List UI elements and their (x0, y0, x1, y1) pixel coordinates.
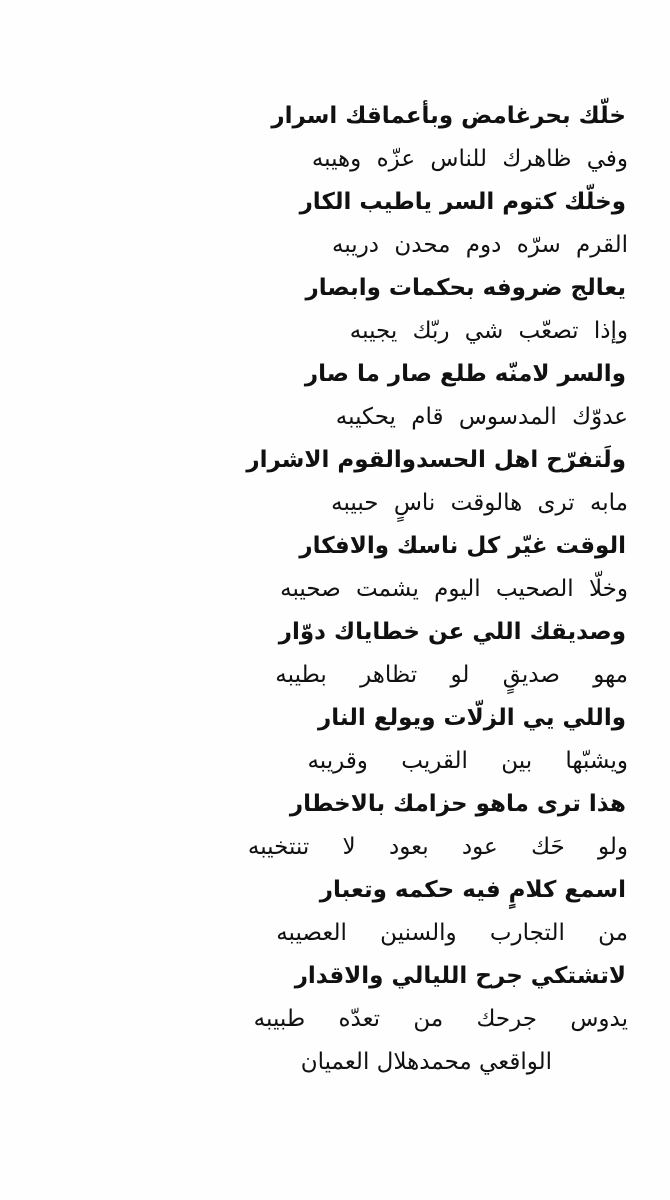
poem-line: الوقت غيّر كل ناسك والافكار (299, 533, 626, 559)
poem-line: ولَتفرّح اهل الحسدوالقوم الاشرار (246, 447, 626, 473)
poem-line: مهو صديقٍ لو تظاهر بطيبه (275, 662, 628, 688)
poem-line: اسمع كلامٍ فيه حكمه وتعبار (319, 877, 626, 903)
poem-line: والسر لامنّه طلع صار ما صار (304, 361, 626, 387)
poem-line: وصديقك اللي عن خطاياك دوّار (278, 619, 626, 645)
poem-line: عدوّك المدسوس قام يحكيبه (335, 404, 628, 430)
poem-line: واللي يي الزلّات ويولع النار (318, 705, 626, 731)
poem-line: يدوس جرحك من تعدّه طبيبه (253, 1006, 628, 1032)
poem-line: يعالج ضروفه بحكمات وابصار (305, 275, 626, 301)
poem-line: وإذا تصعّب شي ربّك يجيبه (349, 318, 628, 344)
poem-line: ولو حَك عود بعود لا تنتخيبه (247, 834, 628, 860)
poem-line: من التجارب والسنين العصيبه (276, 920, 628, 946)
poem-line: وفي ظاهرك للناس عزّه وهيبه (311, 146, 628, 172)
poem-line: ويشبّها بين القريب وقريبه (307, 748, 628, 774)
poem-line: هذا ترى ماهو حزامك بالاخطار (289, 791, 626, 817)
poet-signature: الواقعي محمدهلال العميان (300, 1049, 552, 1075)
poem-line: وخلّك كتوم السر ياطيب الكار (299, 189, 626, 215)
poem-line: لاتشتكي جرح الليالي والاقدار (294, 963, 626, 989)
poem-line: خلّك بحرغامض وبأعماقك اسرار (271, 103, 626, 129)
poem-line: مابه ترى هالوقت ناسٍ حبيبه (331, 490, 628, 516)
poem-line: القرم سرّه دوم محدن دريبه (332, 232, 628, 258)
poem-line: وخلّا الصحيب اليوم يشمت صحيبه (280, 576, 628, 602)
